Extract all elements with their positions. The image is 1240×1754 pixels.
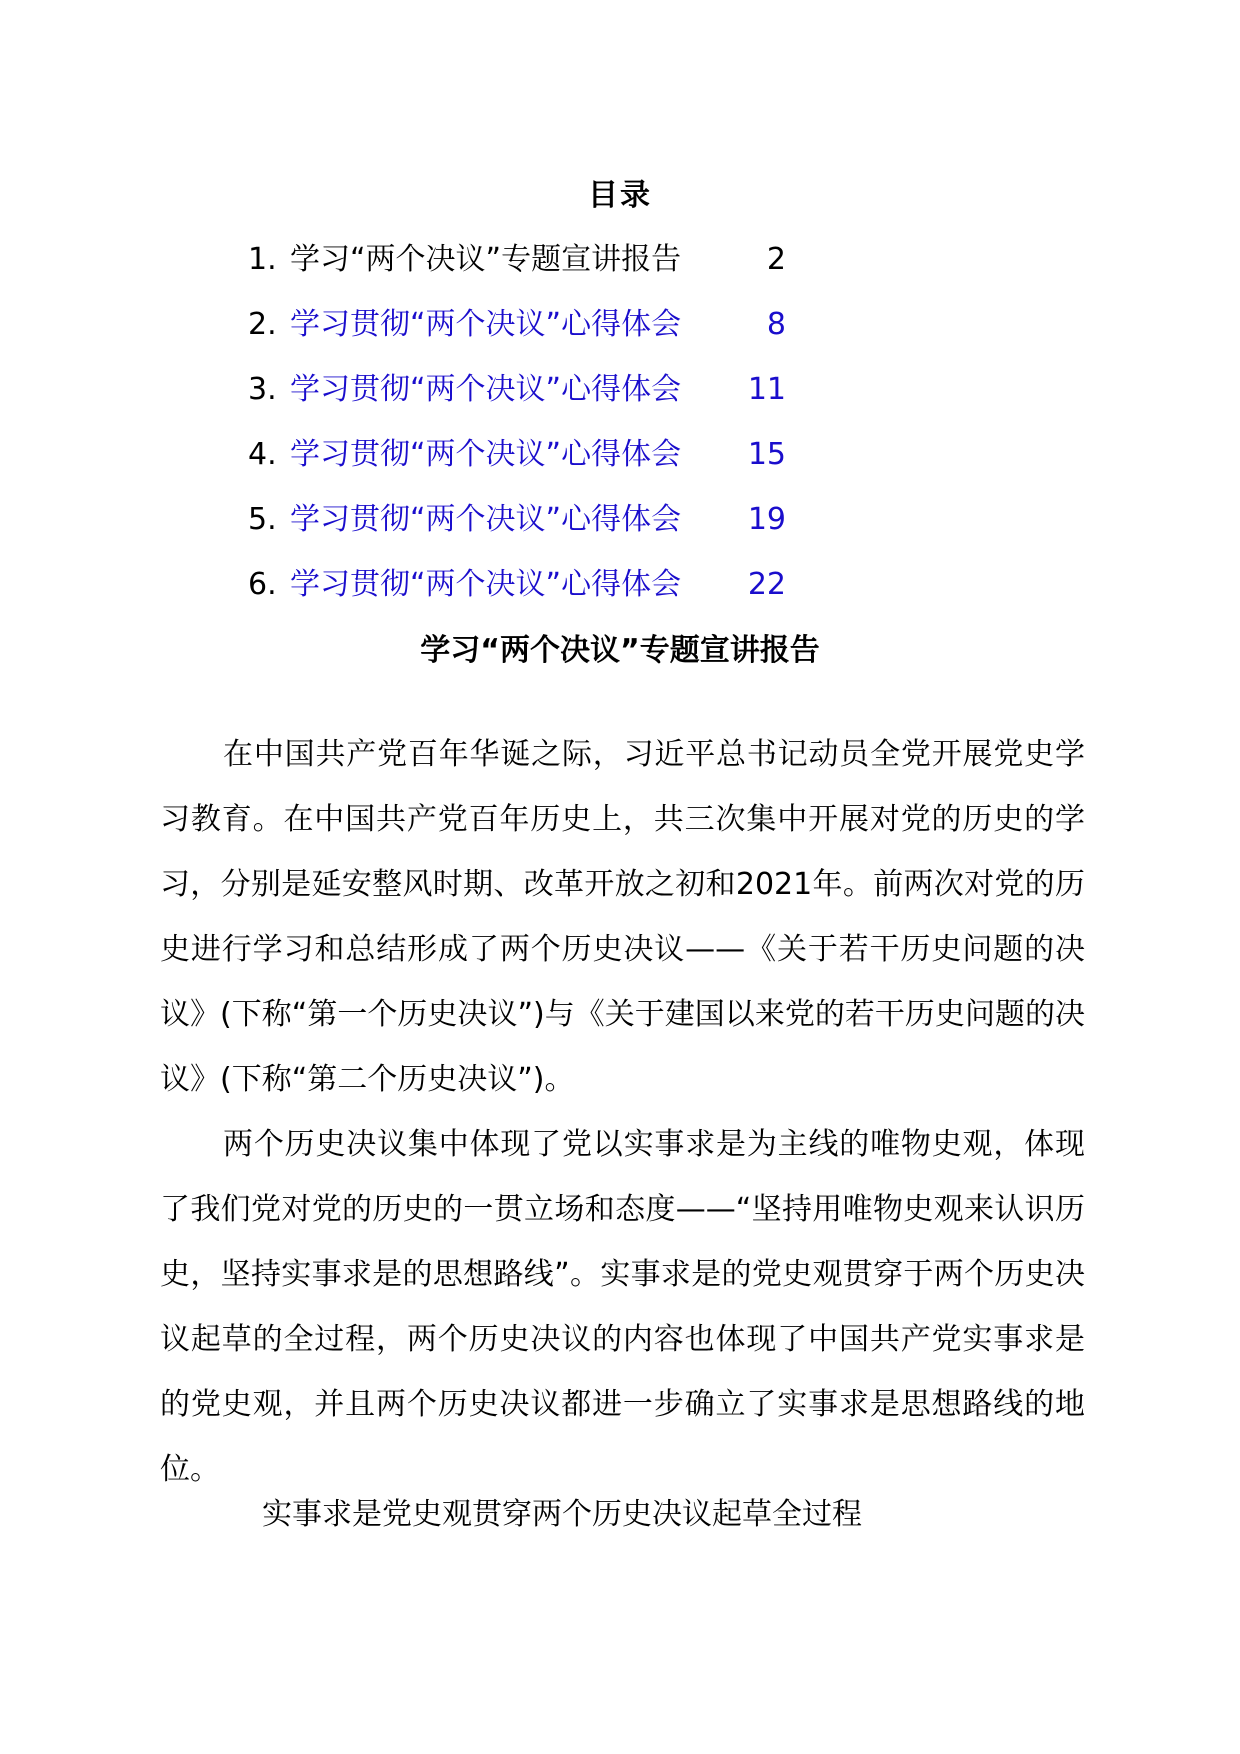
toc-item-label: 学习贯彻“两个决议”心得体会 <box>290 502 682 537</box>
toc-link[interactable] <box>290 370 786 410</box>
toc-link[interactable] <box>290 435 786 475</box>
toc-item-number: 4. <box>248 437 277 472</box>
toc-item-4 <box>248 435 948 500</box>
toc-item-number: 3. <box>248 372 277 407</box>
document-body <box>160 722 1085 1502</box>
toc-item-page: 15 <box>747 437 786 472</box>
toc-item-number: 1. <box>248 242 277 277</box>
paragraph: 两个历史决议集中体现了党以实事求是为主线的唯物史观，体现了我们党对党的历史的一贯立场和态度——“坚持用唯物史观来认识历史，坚持实事求是的思想路线”。实事求是的党史观贯穿于两个历史决议起草的全过程，两个历史决议的内容也体现了中国共产党实事求是的党史观，并且两个历史决议都进一步确立了实事求是思想路线的地位。 <box>160 1127 1085 1487</box>
toc-link[interactable] <box>290 565 786 605</box>
toc-item-page: 8 <box>766 307 786 342</box>
table-of-contents <box>248 240 948 630</box>
document-title: 学习“两个决议”专题宣讲报告 <box>420 633 820 668</box>
paragraph: 在中国共产党百年华诞之际，习近平总书记动员全党开展党史学习教育。在中国共产党百年历史上，共三次集中开展对党的历史的学习，分别是延安整风时期、改革开放之初和2021年。前两次对党的历史进行学习和总结形成了两个历史决议——《关于若干历史问题的决议》(下称“第一个历史决议”)与《关于建国以来党的若干历史问题的决议》(下称“第二个历史决议”)。 <box>160 737 1085 1097</box>
toc-item-6 <box>248 565 948 630</box>
toc-title: 目录 <box>588 178 652 213</box>
toc-item-3 <box>248 370 948 435</box>
toc-item-number: 2. <box>248 307 277 342</box>
toc-item-page: 19 <box>747 502 786 537</box>
toc-item-page: 2 <box>766 242 786 277</box>
toc-item-label: 学习“两个决议”专题宣讲报告 <box>290 242 682 277</box>
toc-item-label: 学习贯彻“两个决议”心得体会 <box>290 372 682 407</box>
toc-link[interactable] <box>290 500 786 540</box>
toc-item-number: 5. <box>248 502 277 537</box>
toc-link[interactable] <box>290 305 786 345</box>
toc-item-label: 学习贯彻“两个决议”心得体会 <box>290 567 682 602</box>
section-subheading: 实事求是党史观贯穿两个历史决议起草全过程 <box>262 1497 862 1532</box>
toc-item-2 <box>248 305 948 370</box>
toc-item-1 <box>248 240 948 305</box>
toc-item-5 <box>248 500 948 565</box>
toc-item-number: 6. <box>248 567 277 602</box>
toc-item-page: 11 <box>747 372 786 407</box>
toc-item-label: 学习贯彻“两个决议”心得体会 <box>290 437 682 472</box>
toc-item-label: 学习贯彻“两个决议”心得体会 <box>290 307 682 342</box>
toc-item-page: 22 <box>747 567 786 602</box>
